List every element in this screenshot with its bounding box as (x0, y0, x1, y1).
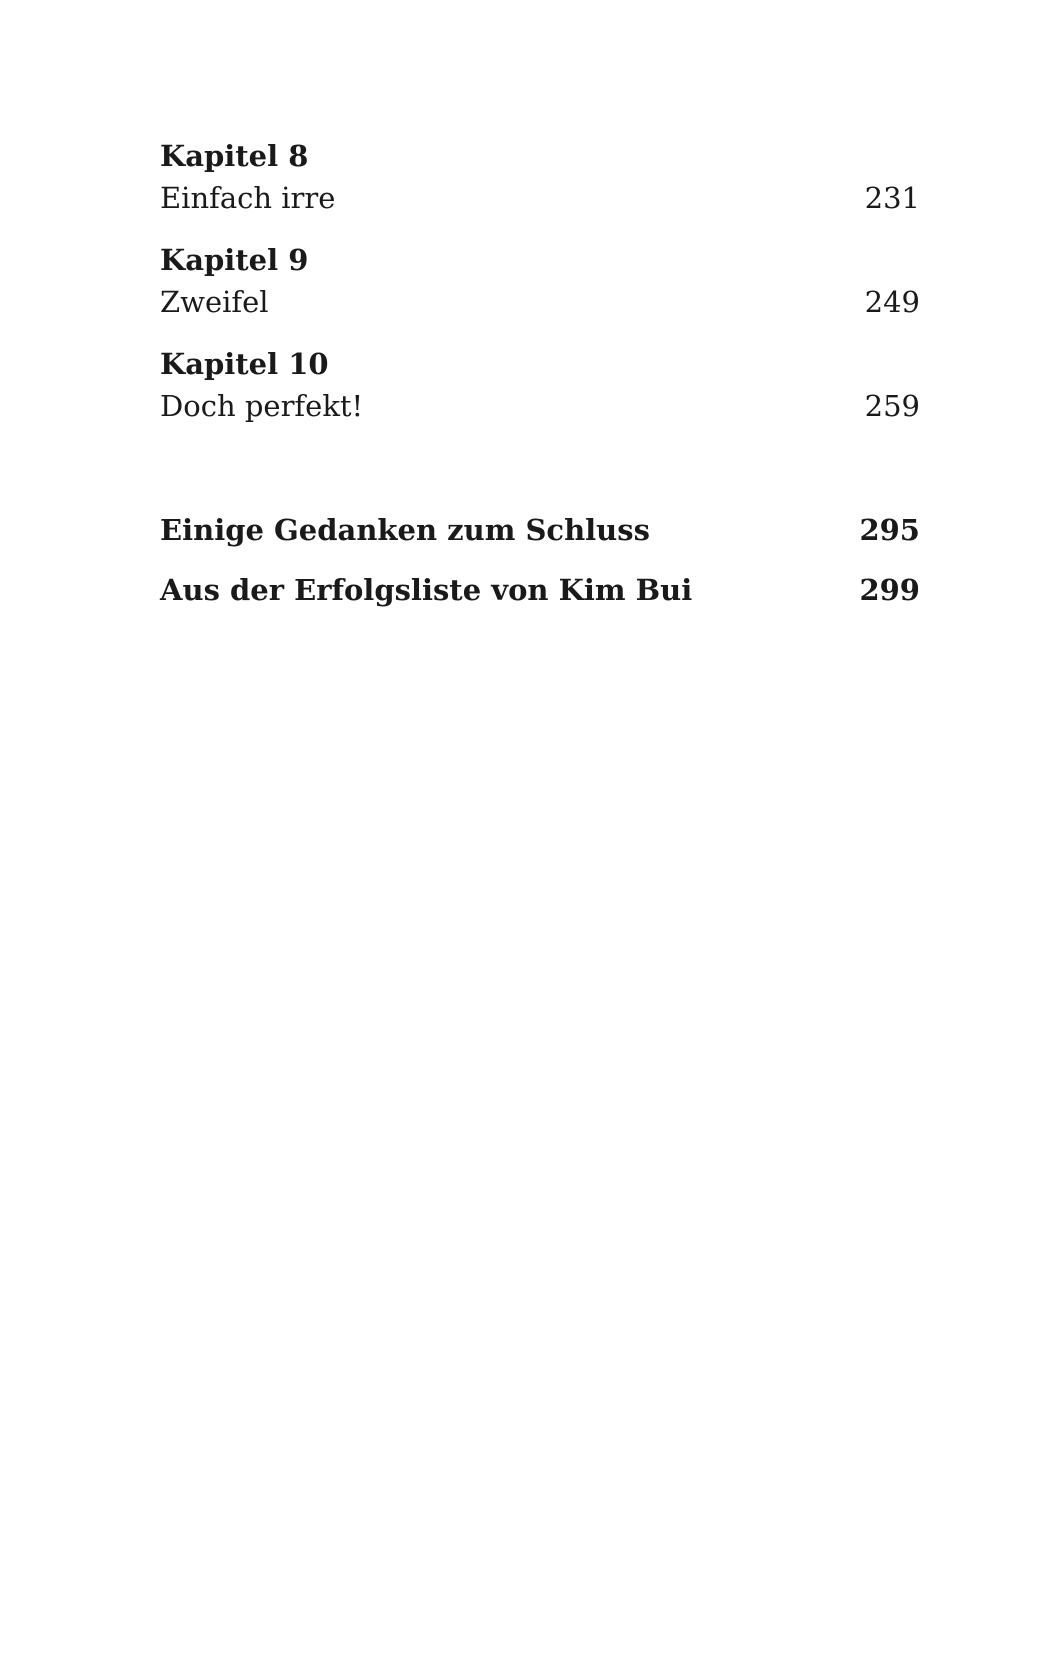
chapter-title: Einfach irre (160, 181, 336, 215)
chapter-heading-label: Kapitel 10 (160, 347, 329, 381)
chapter-title: Doch perfekt! (160, 389, 364, 423)
appendix-title: Aus der Erfolgsliste von Kim Bui (160, 573, 693, 607)
toc-entry (160, 180, 920, 216)
chapter-heading (160, 242, 920, 278)
chapter-heading (160, 346, 920, 382)
toc-entry-appendix (160, 572, 920, 608)
page-number: 249 (864, 285, 920, 319)
page-number: 259 (864, 389, 920, 423)
chapter-heading-label: Kapitel 9 (160, 243, 309, 277)
page-number: 299 (859, 573, 920, 607)
toc-entry (160, 388, 920, 424)
table-of-contents (160, 0, 920, 1654)
toc-entry-appendix (160, 512, 920, 548)
appendix-title: Einige Gedanken zum Schluss (160, 513, 650, 547)
chapter-heading (160, 138, 920, 174)
chapter-title: Zweifel (160, 285, 269, 319)
page-number: 295 (859, 513, 920, 547)
page-number: 231 (864, 181, 920, 215)
chapter-heading-label: Kapitel 8 (160, 139, 309, 173)
toc-entry (160, 284, 920, 320)
